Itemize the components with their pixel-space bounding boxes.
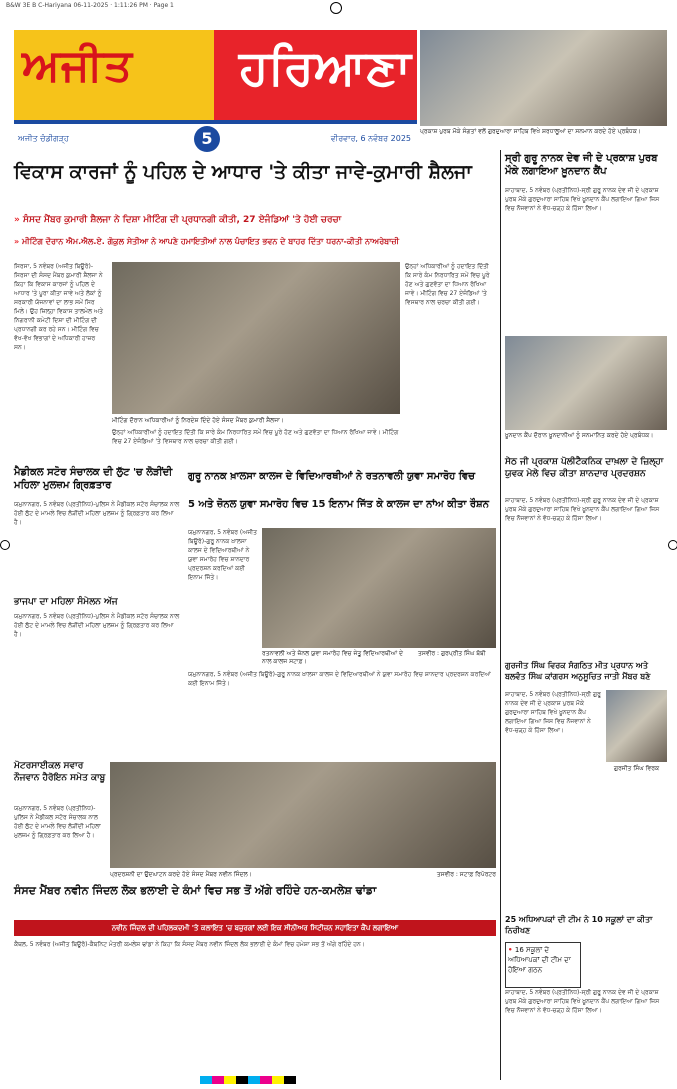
left-bottom-photo-caption: ਪ੍ਰਦਰਸ਼ਨੀ ਦਾ ਉਦਘਾਟਨ ਕਰਦੇ ਹੋਏ ਸੰਸਦ ਮੈਂਬਰ ਨਵੀਨ ਜਿੰਦਲ। <box>110 871 252 878</box>
left-story2-text <box>14 612 182 676</box>
masthead-title-hariyana: ਹਰਿਆਣਾ <box>239 40 411 96</box>
black-swatch <box>284 1076 296 1084</box>
right-top-photo <box>505 336 667 430</box>
left-bottom-text <box>14 804 106 884</box>
lead-subheadline-1 <box>14 214 494 226</box>
bullet-arrow-icon: » <box>14 237 22 246</box>
right-bottom-headline: 25 ਅਧਿਆਪਕਾਂ ਦੀ ਟੀਮ ਨੇ 10 ਸਕੂਲਾਂ ਦਾ ਕੀਤਾ ਨਿਰੀਖਣ <box>505 915 653 935</box>
right-mid-paragraph: ਸ਼ਾਹਾਬਾਦ, 5 ਨਵੰਬਰ (ਪ੍ਰਤੀਨਿਧ)-ਸ੍ਰੀ ਗੁਰੂ ਨਾਨਕ ਦੇਵ ਜੀ ਦੇ ਪ੍ਰਕਾਸ਼ ਪੁਰਬ ਮੌਕੇ ਗੁਰਦੁਆਰਾ ਸਾਹਿਬ ਵਿਖੇ ਖ਼ੂਨਦਾਨ ਕੈਂਪ ਲਗਾਇਆ ਗਿਆ ਜਿਸ ਵਿਚ ਨੌਜਵਾਨਾਂ ਨੇ ਵੱਧ-ਚੜ੍ਹ ਕੇ ਹਿੱਸਾ ਲਿਆ। <box>505 497 660 522</box>
print-info-line: B&W 3E B C-Hariyana 06-11-2025 · 1:11:26 PM · Page 1 <box>6 2 174 9</box>
right-bottom-bullet-text: 16 ਸਕੂਲਾਂ ਦੇ ਅਧਿਆਪਕਾਂ ਦੀ ਟੀਮ ਦਾ ਹੋਇਆ ਗਠਨ <box>508 946 571 974</box>
print-color-strip <box>200 1076 296 1084</box>
masthead-city: ਅਜੀਤ ਚੰਡੀਗੜ੍ਹ <box>18 134 69 143</box>
center-headline-1: ਗੁਰੂ ਨਾਨਕ ਖ਼ਾਲਸਾ ਕਾਲਜ ਦੇ ਵਿਦਿਆਰਥੀਆਂ ਨੇ ਰਤਨਾਵਲੀ ਯੁਵਾ ਸਮਾਰੋਹ ਵਿਚ <box>188 471 476 482</box>
lead-col1-paragraph: ਸਿਰਸਾ, 5 ਨਵੰਬਰ (ਅਜੀਤ ਬਿਊਰੋ)-ਸਿਰਸਾ ਦੀ ਸੰਸਦ ਮੈਂਬਰ ਕੁਮਾਰੀ ਸ਼ੈਲਜਾ ਨੇ ਕਿਹਾ ਕਿ ਵਿਕਾਸ ਕਾਰਜਾਂ ਨੂੰ ਪਹਿਲ ਦੇ ਆਧਾਰ 'ਤੇ ਪੂਰਾ ਕੀਤਾ ਜਾਵੇ ਅਤੇ ਲੋਕਾਂ ਨੂੰ ਸਰਕਾਰੀ ਯੋਜਨਾਵਾਂ ਦਾ ਲਾਭ ਸਮੇਂ ਸਿਰ ਮਿਲੇ। ਉਹ ਜ਼ਿਲ੍ਹਾ ਵਿਕਾਸ ਤਾਲਮੇਲ ਅਤੇ ਨਿਗਰਾਨੀ ਕਮੇਟੀ ਦਿਸ਼ਾ ਦੀ ਮੀਟਿੰਗ ਦੀ ਪ੍ਰਧਾਨਗੀ ਕਰ ਰਹੇ ਸਨ। ਮੀਟਿੰਗ ਵਿਚ ਵੱਖ-ਵੱਖ ਵਿਭਾਗਾਂ ਦੇ ਅਧਿਕਾਰੀ ਹਾਜ਼ਰ ਸਨ। <box>14 263 103 351</box>
bottom-text-col <box>14 940 496 1060</box>
bottom-headline: ਸੰਸਦ ਮੈਂਬਰ ਨਵੀਨ ਜਿੰਦਲ ਲੋਕ ਭਲਾਈ ਦੇ ਕੰਮਾਂ ਵਿਚ ਸਭ ਤੋਂ ਅੱਗੇ ਰਹਿੰਦੇ ਹਨ-ਕਮਲੇਸ਼ ਢਾਂਡਾ <box>14 884 377 897</box>
black-swatch <box>236 1076 248 1084</box>
left-story-text <box>14 500 182 596</box>
left-story-paragraph: ਯਮੁਨਾਨਗਰ, 5 ਨਵੰਬਰ (ਪ੍ਰਤੀਨਿਧ)-ਪੁਲਿਸ ਨੇ ਮੈਡੀਕਲ ਸਟੋਰ ਸੰਚਾਲਕ ਨਾਲ ਹੋਈ ਲੁੱਟ ਦੇ ਮਾਮਲੇ ਵਿਚ ਲੋੜੀਂਦੀ ਮਹਿਲਾ ਮੁਲਜ਼ਮ ਨੂੰ ਗ੍ਰਿਫ਼ਤਾਰ ਕਰ ਲਿਆ ਹੈ। <box>14 501 180 526</box>
bottom-paragraph: ਕੈਥਲ, 5 ਨਵੰਬਰ (ਅਜੀਤ ਬਿਊਰੋ)-ਕੈਬਨਿਟ ਮੰਤਰੀ ਕਮਲੇਸ਼ ਢਾਂਡਾ ਨੇ ਕਿਹਾ ਕਿ ਸੰਸਦ ਮੈਂਬਰ ਨਵੀਨ ਜਿੰਦਲ ਲੋਕ ਭਲਾਈ ਦੇ ਕੰਮਾਂ ਵਿਚ ਹਮੇਸ਼ਾ ਸਭ ਤੋਂ ਅੱਗੇ ਰਹਿੰਦੇ ਹਨ। <box>14 941 365 948</box>
yellow-swatch <box>224 1076 236 1084</box>
lead-sub1-text: ਸੰਸਦ ਮੈਂਬਰ ਕੁਮਾਰੀ ਸ਼ੈਲਜਾ ਨੇ ਦਿਸ਼ਾ ਮੀਟਿੰਗ ਦੀ ਪ੍ਰਧਾਨਗੀ ਕੀਤੀ, 27 ਏਜੰਡਿਆਂ 'ਤੇ ਹੋਈ ਚਰਚਾ <box>22 215 342 225</box>
top-right-photo-caption: ਪ੍ਰਕਾਸ਼ ਪੁਰਬ ਮੌਕੇ ਸੰਗਤਾਂ ਵਲੋਂ ਗੁਰਦੁਆਰਾ ਸਾਹਿਬ ਵਿਖੇ ਸ਼ਰਧਾਲੂਆਂ ਦਾ ਸਨਮਾਨ ਕਰਦੇ ਹੋਏ ਪ੍ਰਬੰਧਕ। <box>420 128 641 135</box>
column-divider <box>500 150 501 1080</box>
lead-col3-paragraph: ਉਨ੍ਹਾਂ ਅਧਿਕਾਰੀਆਂ ਨੂੰ ਹਦਾਇਤ ਦਿੱਤੀ ਕਿ ਸਾਰੇ ਕੰਮ ਨਿਰਧਾਰਿਤ ਸਮੇਂ ਵਿਚ ਪੂਰੇ ਹੋਣ ਅਤੇ ਗੁਣਵੱਤਾ ਦਾ ਧਿਆਨ ਰੱਖਿਆ ਜਾਵੇ। ਮੀਟਿੰਗ ਵਿਚ 27 ਏਜੰਡਿਆਂ 'ਤੇ ਵਿਸਥਾਰ ਨਾਲ ਚਰਚਾ ਕੀਤੀ ਗਈ। <box>405 263 490 306</box>
masthead <box>14 30 417 150</box>
center-photo-credit: ਤਸਵੀਰ : ਗੁਰਪ੍ਰੀਤ ਸਿੰਘ ਬੱਬੀ <box>418 650 486 657</box>
top-right-photo <box>420 30 667 126</box>
left-story-headline-2: ਭਾਜਪਾ ਦਾ ਮਹਿਲਾ ਸੰਮੇਲਨ ਅੱਜ <box>14 597 118 607</box>
magenta-swatch <box>212 1076 224 1084</box>
left-bottom-photo-credit: ਤਸਵੀਰ : ਸਟਾਫ਼ ਰਿਪੋਰਟਰ <box>436 871 496 878</box>
registration-mark-left <box>0 540 10 550</box>
bottom-banner: ਨਵੀਨ ਜਿੰਦਲ ਦੀ ਪਹਿਲਕਦਮੀ 'ਤੇ ਕਲਾਇਤ 'ਚ ਬਜ਼ੁਰਗਾਂ ਲਈ ਇਕ ਸੀਨੀਅਰ ਸਿਟੀਜ਼ਨ ਸਹਾਇਤਾ ਕੈਂਪ ਲਗਾਇਆ <box>14 920 496 936</box>
masthead-blue-band <box>14 120 417 124</box>
lead-text-col2 <box>112 428 400 464</box>
portrait-photo <box>606 690 667 762</box>
right-bottom-paragraph: ਸ਼ਾਹਾਬਾਦ, 5 ਨਵੰਬਰ (ਪ੍ਰਤੀਨਿਧ)-ਸ੍ਰੀ ਗੁਰੂ ਨਾਨਕ ਦੇਵ ਜੀ ਦੇ ਪ੍ਰਕਾਸ਼ ਪੁਰਬ ਮੌਕੇ ਗੁਰਦੁਆਰਾ ਸਾਹਿਬ ਵਿਖੇ ਖ਼ੂਨਦਾਨ ਕੈਂਪ ਲਗਾਇਆ ਗਿਆ ਜਿਸ ਵਿਚ ਨੌਜਵਾਨਾਂ ਨੇ ਵੱਧ-ਚੜ੍ਹ ਕੇ ਹਿੱਸਾ ਲਿਆ। <box>505 989 660 1014</box>
lead-sub2-text: ਮੀਟਿੰਗ ਦੌਰਾਨ ਐਮ.ਐਲ.ਏ. ਗੋਕੁਲ ਸੇਤੀਆ ਨੇ ਆਪਣੇ ਹਮਾਇਤੀਆਂ ਨਾਲ ਪੰਚਾਇਤ ਭਵਨ ਦੇ ਬਾਹਰ ਦਿੱਤਾ ਧਰਨਾ-ਕੀਤੀ ਨਾਅਰੇਬਾਜ਼ੀ <box>21 237 400 246</box>
left-bottom-headline: ਮੋਟਰਸਾਈਕਲ ਸਵਾਰ ਨੌਜਵਾਨ ਹੈਰੋਇਨ ਸਮੇਤ ਕਾਬੂ <box>14 761 106 783</box>
lead-subheadline-2 <box>14 236 494 247</box>
right-bottom-text <box>505 988 667 1064</box>
left-bottom-paragraph: ਯਮੁਨਾਨਗਰ, 5 ਨਵੰਬਰ (ਪ੍ਰਤੀਨਿਧ)-ਪੁਲਿਸ ਨੇ ਮੈਡੀਕਲ ਸਟੋਰ ਸੰਚਾਲਕ ਨਾਲ ਹੋਈ ਲੁੱਟ ਦੇ ਮਾਮਲੇ ਵਿਚ ਲੋੜੀਂਦੀ ਮਹਿਲਾ ਮੁਲਜ਼ਮ ਨੂੰ ਗ੍ਰਿਫ਼ਤਾਰ ਕਰ ਲਿਆ ਹੈ। <box>14 805 101 839</box>
right-mid-text <box>505 496 667 656</box>
registration-mark-right <box>668 540 677 550</box>
lead-headline: ਵਿਕਾਸ ਕਾਰਜਾਂ ਨੂੰ ਪਹਿਲ ਦੇ ਆਧਾਰ 'ਤੇ ਕੀਤਾ ਜਾਵੇ-ਕੁਮਾਰੀ ਸ਼ੈਲਜਾ <box>14 161 472 183</box>
lead-text-col3 <box>405 262 495 462</box>
center-paragraph-2: ਯਮੁਨਾਨਗਰ, 5 ਨਵੰਬਰ (ਅਜੀਤ ਬਿਊਰੋ)-ਗੁਰੂ ਨਾਨਕ ਖ਼ਾਲਸਾ ਕਾਲਜ ਦੇ ਵਿਦਿਆਰਥੀਆਂ ਨੇ ਯੁਵਾ ਸਮਾਰੋਹ ਵਿਚ ਸ਼ਾਨਦਾਰ ਪ੍ਰਦਰਸ਼ਨ ਕਰਦਿਆਂ ਕਈ ਇਨਾਮ ਜਿੱਤੇ। <box>188 671 491 687</box>
center-photo <box>262 528 496 648</box>
magenta-swatch <box>260 1076 272 1084</box>
right-top-headline: ਸ੍ਰੀ ਗੁਰੂ ਨਾਨਕ ਦੇਵ ਜੀ ਦੇ ਪ੍ਰਕਾਸ਼ ਪੁਰਬ ਮੌਕੇ ਲਗਾਇਆ ਖ਼ੂਨਦਾਨ ਕੈਂਪ <box>505 153 658 177</box>
right-mid-text-2 <box>505 690 601 820</box>
center-headline-2: 5 ਅਤੇ ਜ਼ੋਨਲ ਯੁਵਾ ਸਮਾਰੋਹ ਵਿਚ 15 ਇਨਾਮ ਜਿੱਤ ਕੇ ਕਾਲਜ ਦਾ ਨਾਂਅ ਕੀਤਾ ਰੌਸ਼ਨ <box>188 499 489 510</box>
masthead-title-ajit: ਅਜੀਤ <box>22 40 133 91</box>
center-photo-caption: ਰਤਨਾਵਲੀ ਅਤੇ ਜ਼ੋਨਲ ਯੁਵਾ ਸਮਾਰੋਹ ਵਿਚ ਜੇਤੂ ਵਿਦਿਆਰਥੀਆਂ ਦੇ ਨਾਲ ਕਾਲਜ ਸਟਾਫ਼। <box>262 650 404 665</box>
lead-photo-caption: ਮੀਟਿੰਗ ਦੌਰਾਨ ਅਧਿਕਾਰੀਆਂ ਨੂੰ ਨਿਰਦੇਸ਼ ਦਿੰਦੇ ਹੋਏ ਸੰਸਦ ਮੈਂਬਰ ਕੁਮਾਰੀ ਸ਼ੈਲਜਾ। <box>112 417 284 424</box>
registration-mark-top <box>330 2 342 14</box>
left-story2-paragraph: ਯਮੁਨਾਨਗਰ, 5 ਨਵੰਬਰ (ਪ੍ਰਤੀਨਿਧ)-ਪੁਲਿਸ ਨੇ ਮੈਡੀਕਲ ਸਟੋਰ ਸੰਚਾਲਕ ਨਾਲ ਹੋਈ ਲੁੱਟ ਦੇ ਮਾਮਲੇ ਵਿਚ ਲੋੜੀਂਦੀ ਮਹਿਲਾ ਮੁਲਜ਼ਮ ਨੂੰ ਗ੍ਰਿਫ਼ਤਾਰ ਕਰ ਲਿਆ ਹੈ। <box>14 613 180 638</box>
center-paragraph: ਯਮੁਨਾਨਗਰ, 5 ਨਵੰਬਰ (ਅਜੀਤ ਬਿਊਰੋ)-ਗੁਰੂ ਨਾਨਕ ਖ਼ਾਲਸਾ ਕਾਲਜ ਦੇ ਵਿਦਿਆਰਥੀਆਂ ਨੇ ਯੁਵਾ ਸਮਾਰੋਹ ਵਿਚ ਸ਼ਾਨਦਾਰ ਪ੍ਰਦਰਸ਼ਨ ਕਰਦਿਆਂ ਕਈ ਇਨਾਮ ਜਿੱਤੇ। <box>188 529 257 581</box>
lead-photo <box>112 262 400 414</box>
page-number: 5 <box>194 126 220 152</box>
right-top-photo-caption: ਖ਼ੂਨਦਾਨ ਕੈਂਪ ਦੌਰਾਨ ਖ਼ੂਨਦਾਨੀਆਂ ਨੂੰ ਸਨਮਾਨਿਤ ਕਰਦੇ ਹੋਏ ਪ੍ਰਬੰਧਕ। <box>505 432 654 439</box>
left-story-headline: ਮੈਡੀਕਲ ਸਟੋਰ ਸੰਚਾਲਕ ਦੀ ਲੁੱਟ 'ਚ ਲੋੜੀਂਦੀ ਮਹਿਲਾ ਮੁਲਜ਼ਮ ਗ੍ਰਿਫ਼ਤਾਰ <box>14 467 173 491</box>
lead-text-col1 <box>14 262 106 402</box>
lead-col2-paragraph: ਉਨ੍ਹਾਂ ਅਧਿਕਾਰੀਆਂ ਨੂੰ ਹਦਾਇਤ ਦਿੱਤੀ ਕਿ ਸਾਰੇ ਕੰਮ ਨਿਰਧਾਰਿਤ ਸਮੇਂ ਵਿਚ ਪੂਰੇ ਹੋਣ ਅਤੇ ਗੁਣਵੱਤਾ ਦਾ ਧਿਆਨ ਰੱਖਿਆ ਜਾਵੇ। ਮੀਟਿੰਗ ਵਿਚ 27 ਏਜੰਡਿਆਂ 'ਤੇ ਵਿਸਥਾਰ ਨਾਲ ਚਰਚਾ ਕੀਤੀ ਗਈ। <box>112 429 399 445</box>
right-mid-paragraph-2: ਸ਼ਾਹਾਬਾਦ, 5 ਨਵੰਬਰ (ਪ੍ਰਤੀਨਿਧ)-ਸ੍ਰੀ ਗੁਰੂ ਨਾਨਕ ਦੇਵ ਜੀ ਦੇ ਪ੍ਰਕਾਸ਼ ਪੁਰਬ ਮੌਕੇ ਗੁਰਦੁਆਰਾ ਸਾਹਿਬ ਵਿਖੇ ਖ਼ੂਨਦਾਨ ਕੈਂਪ ਲਗਾਇਆ ਗਿਆ ਜਿਸ ਵਿਚ ਨੌਜਵਾਨਾਂ ਨੇ ਵੱਧ-ਚੜ੍ਹ ਕੇ ਹਿੱਸਾ ਲਿਆ। <box>505 691 601 734</box>
cyan-swatch <box>248 1076 260 1084</box>
bullet-dot-icon: • <box>508 946 515 954</box>
right-mid-headline-2: ਗੁਰਜੀਤ ਸਿੰਘ ਵਿਰਕ ਸੰਗਠਿਤ ਮੀਤ ਪ੍ਰਧਾਨ ਅਤੇ ਬਲਵੰਤ ਸਿੰਘ ਕਾਂਗਰਸ ਅਨੁਸੂਚਿਤ ਜਾਤੀ ਮੈਂਬਰ ਬਣੇ <box>505 661 651 681</box>
portrait-caption: ਗੁਰਜੀਤ ਸਿੰਘ ਵਿਰਕ <box>613 765 660 772</box>
right-mid-headline: ਸੇਠ ਜੀ ਪ੍ਰਕਾਸ਼ ਪੋਲੀਟੈਕਨਿਕ ਦਾਖ਼ਲਾ ਦੇ ਜ਼ਿਲ੍ਹਾ ਯੁਵਕ ਮੇਲੇ ਵਿਚ ਕੀਤਾ ਸ਼ਾਨਦਾਰ ਪ੍ਰਦਰਸ਼ਨ <box>505 457 664 479</box>
right-bottom-bullet-box <box>505 942 581 988</box>
center-text-col2 <box>188 670 496 760</box>
right-top-paragraph: ਸ਼ਾਹਾਬਾਦ, 5 ਨਵੰਬਰ (ਪ੍ਰਤੀਨਿਧ)-ਸ੍ਰੀ ਗੁਰੂ ਨਾਨਕ ਦੇਵ ਜੀ ਦੇ ਪ੍ਰਕਾਸ਼ ਪੁਰਬ ਮੌਕੇ ਗੁਰਦੁਆਰਾ ਸਾਹਿਬ ਵਿਖੇ ਖ਼ੂਨਦਾਨ ਕੈਂਪ ਲਗਾਇਆ ਗਿਆ ਜਿਸ ਵਿਚ ਨੌਜਵਾਨਾਂ ਨੇ ਵੱਧ-ਚੜ੍ਹ ਕੇ ਹਿੱਸਾ ਲਿਆ। <box>505 187 660 212</box>
right-top-text <box>505 186 667 332</box>
left-bottom-photo <box>110 762 496 868</box>
yellow-swatch <box>272 1076 284 1084</box>
cyan-swatch <box>200 1076 212 1084</box>
center-text-col <box>188 528 258 668</box>
bullet-arrow-icon: » <box>14 215 23 225</box>
masthead-date: ਵੀਰਵਾਰ, 6 ਨਵੰਬਰ 2025 <box>330 134 411 143</box>
